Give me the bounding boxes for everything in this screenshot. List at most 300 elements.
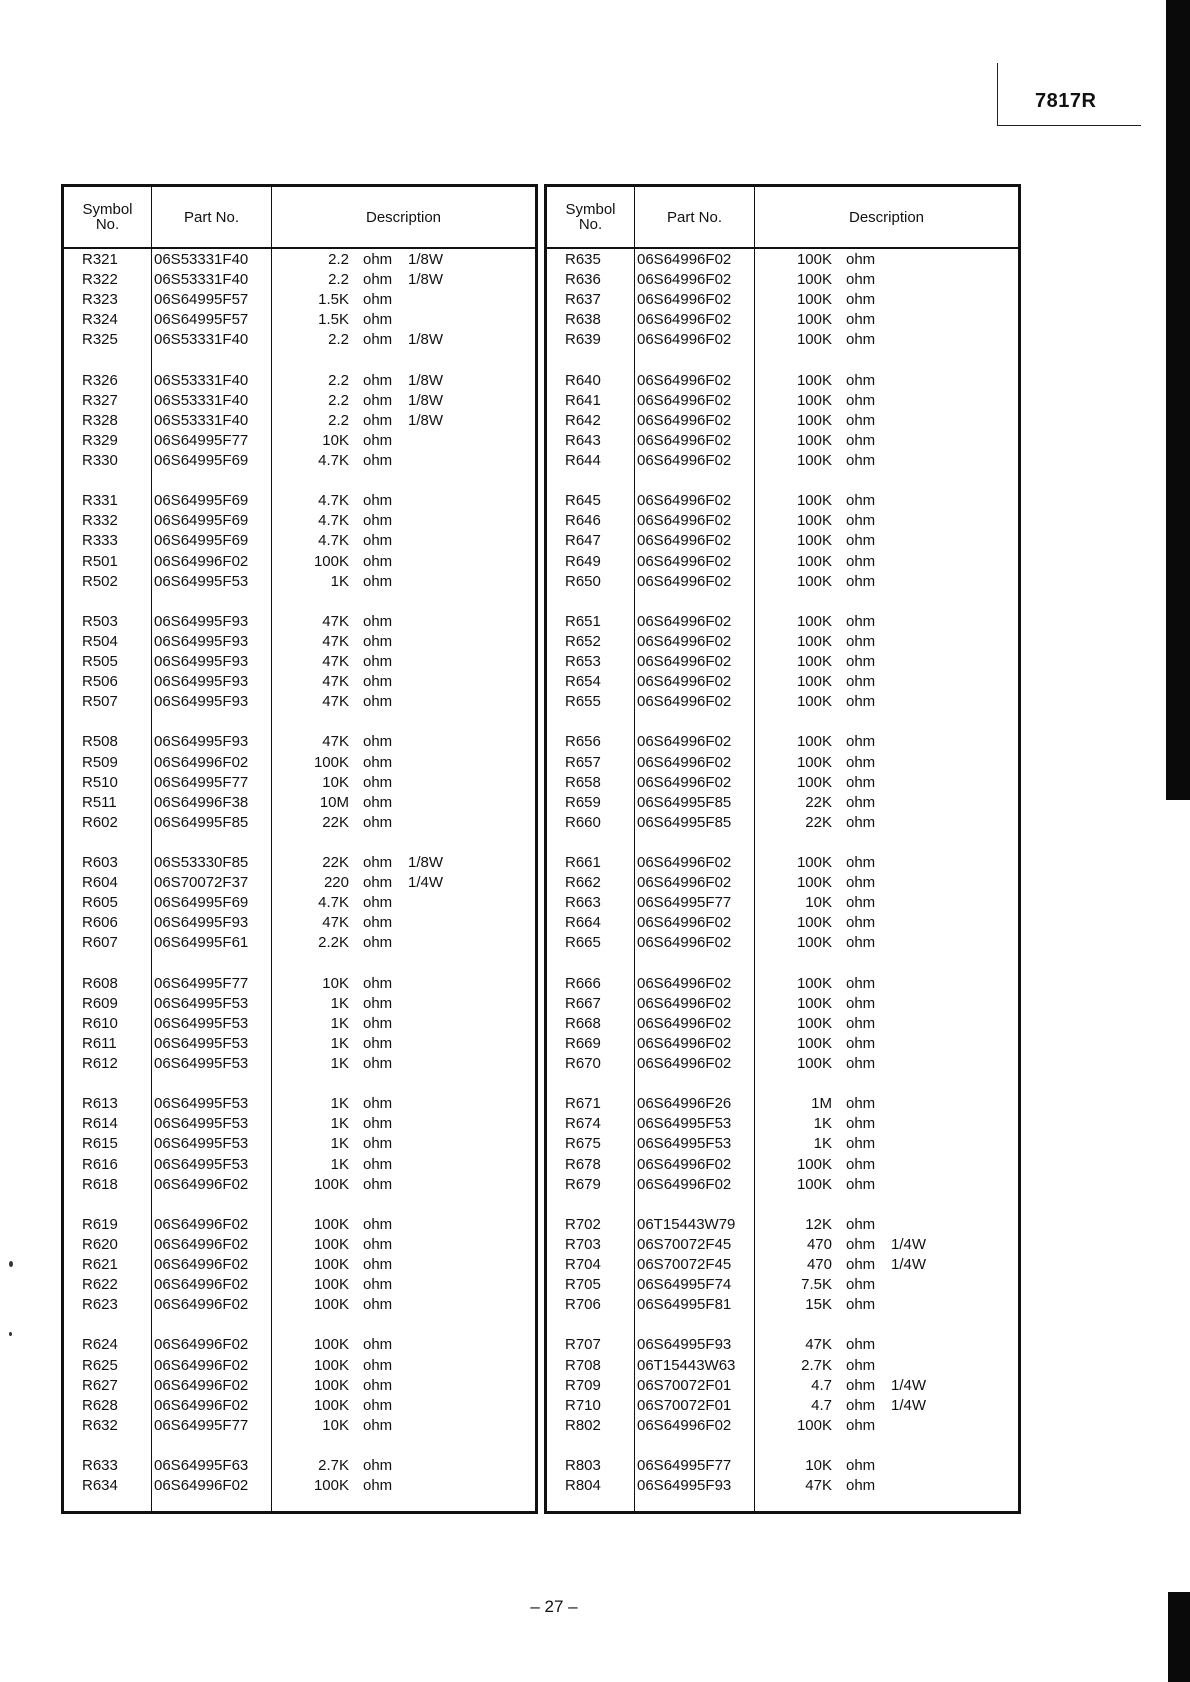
unit: ohm (363, 673, 393, 691)
unit: ohm (846, 934, 876, 952)
resistance-value: 100K (796, 291, 832, 309)
part-no: 06S64996F02 (637, 271, 732, 289)
part-no: 06S53331F40 (154, 271, 249, 289)
part-no: 06S64996F02 (637, 251, 732, 268)
symbol-no: R635 (565, 251, 601, 268)
part-no: 06S64995F93 (154, 693, 249, 711)
part-no: 06S64996F02 (637, 673, 732, 691)
part-no: 06S53331F40 (154, 251, 249, 268)
part-no: 06S64996F02 (637, 854, 732, 871)
unit: ohm (846, 914, 876, 932)
table-row (547, 692, 1018, 712)
table-row (64, 672, 535, 692)
unit: ohm (846, 532, 876, 550)
table-row (547, 1034, 1018, 1054)
unit: ohm (363, 653, 393, 670)
table-row (547, 1114, 1018, 1134)
resistance-value: 2.2 (328, 371, 349, 389)
resistance-value: 100K (796, 1034, 832, 1052)
resistance-value: 100K (313, 1235, 349, 1253)
part-no: 06S70072F37 (154, 874, 249, 892)
symbol-no: R678 (565, 1155, 601, 1173)
wattage: 1/8W (408, 391, 444, 409)
unit: ohm (363, 773, 393, 791)
resistance-value: 2.2 (328, 251, 349, 268)
unit: ohm (363, 1095, 393, 1113)
part-no: 06S64996F02 (637, 653, 732, 670)
unit: ohm (846, 874, 876, 892)
part-no: 06S64995F93 (637, 1336, 732, 1354)
resistance-value: 2.2K (318, 934, 349, 952)
unit: ohm (846, 733, 876, 751)
part-no: 06S64995F57 (154, 291, 249, 309)
resistance-value: 100K (796, 452, 832, 469)
table-row (547, 994, 1018, 1014)
resistance-value: 47K (322, 673, 349, 691)
unit: ohm (846, 1055, 876, 1072)
table-row (547, 511, 1018, 531)
unit: ohm (846, 431, 876, 449)
unit: ohm (363, 1115, 393, 1133)
resistance-value: 100K (796, 914, 832, 932)
symbol-no: R323 (82, 291, 118, 309)
symbol-no: R636 (565, 271, 601, 289)
part-no: 06S64995F85 (637, 813, 732, 831)
resistance-value: 22K (322, 854, 349, 871)
resistance-value: 10K (322, 431, 349, 449)
table-row (64, 692, 535, 712)
table-row (547, 330, 1018, 350)
unit: ohm (363, 1477, 393, 1495)
unit: ohm (846, 371, 876, 389)
unit: ohm (363, 1055, 393, 1072)
resistance-value: 220 (323, 874, 349, 892)
unit: ohm (846, 512, 876, 530)
header-divider (64, 247, 535, 249)
part-no: 06S64995F93 (154, 914, 249, 932)
symbol-no: R703 (565, 1235, 601, 1253)
unit: ohm (363, 1215, 393, 1233)
table-row (547, 1476, 1018, 1496)
symbol-no: R658 (565, 773, 601, 791)
symbol-no: R607 (82, 934, 118, 952)
part-no: 06T15443W79 (637, 1215, 736, 1233)
unit: ohm (363, 733, 393, 751)
unit: ohm (846, 1175, 876, 1193)
resistance-value: 10M (319, 793, 349, 811)
symbol-no: R803 (565, 1457, 601, 1474)
part-no: 06S64995F53 (154, 994, 249, 1012)
unit: ohm (363, 512, 393, 530)
part-no: 06T15443W63 (637, 1356, 736, 1374)
resistance-value: 100K (313, 1396, 349, 1414)
table-row (547, 1335, 1018, 1355)
table-row (547, 853, 1018, 873)
resistance-value: 100K (796, 693, 832, 711)
symbol-no: R661 (565, 854, 601, 871)
symbol-no: R674 (565, 1115, 601, 1133)
symbol-no: R627 (82, 1376, 118, 1394)
part-no: 06S64996F02 (154, 1175, 249, 1193)
resistance-value: 100K (796, 994, 832, 1012)
resistance-value: 100K (796, 512, 832, 530)
unit: ohm (363, 934, 393, 952)
part-no: 06S64996F02 (154, 1477, 249, 1495)
unit: ohm (846, 572, 876, 590)
part-no: 06S64996F02 (637, 1416, 732, 1434)
resistance-value: 4.7 (811, 1396, 832, 1414)
table-row (547, 1356, 1018, 1376)
resistance-value: 100K (796, 271, 832, 289)
resistance-value: 100K (796, 492, 832, 510)
table-row (547, 1215, 1018, 1235)
resistance-value: 47K (805, 1336, 832, 1354)
symbol-no: R624 (82, 1336, 118, 1354)
unit: ohm (846, 552, 876, 570)
symbol-no: R628 (82, 1396, 118, 1414)
part-no: 06S64995F93 (154, 612, 249, 630)
resistance-value: 100K (313, 1276, 349, 1294)
unit: ohm (363, 1235, 393, 1253)
part-no: 06S64995F93 (154, 632, 249, 650)
unit: ohm (363, 492, 393, 510)
unit: ohm (363, 874, 393, 892)
symbol-no: R650 (565, 572, 601, 590)
symbol-no: R669 (565, 1034, 601, 1052)
part-no: 06S64996F02 (637, 532, 732, 550)
resistance-value: 100K (796, 431, 832, 449)
part-no: 06S53331F40 (154, 411, 249, 429)
unit: ohm (363, 1296, 393, 1314)
table-row (64, 552, 535, 572)
page-number: – 27 – (530, 1597, 578, 1616)
part-no: 06S64996F02 (637, 1155, 732, 1173)
table-row (547, 371, 1018, 391)
unit: ohm (846, 311, 876, 329)
wattage: 1/8W (408, 854, 444, 871)
part-no: 06S64995F53 (637, 1135, 732, 1153)
part-no: 06S64995F81 (637, 1296, 732, 1314)
table-row (547, 310, 1018, 330)
unit: ohm (363, 974, 393, 992)
unit: ohm (363, 251, 393, 268)
unit: ohm (846, 693, 876, 711)
part-no: 06S64995F53 (637, 1115, 732, 1133)
symbol-no: R508 (82, 733, 118, 751)
table-row (64, 511, 535, 531)
part-no: 06S53331F40 (154, 331, 249, 349)
table-row (547, 1456, 1018, 1476)
symbol-no: R633 (82, 1457, 118, 1474)
resistance-value: 1.5K (318, 311, 349, 329)
wattage: 1/4W (891, 1376, 927, 1394)
symbol-no: R802 (565, 1416, 601, 1434)
part-no: 06S64996F02 (637, 914, 732, 932)
symbol-no: R509 (82, 753, 118, 771)
part-no: 06S64995F85 (154, 813, 249, 831)
symbol-no: R327 (82, 391, 118, 409)
part-no: 06S64996F02 (154, 1215, 249, 1233)
table-row (547, 270, 1018, 290)
symbol-no: R621 (82, 1256, 118, 1273)
part-no: 06S64996F26 (637, 1095, 732, 1113)
part-no: 06S64995F93 (637, 1477, 732, 1495)
resistance-value: 100K (796, 552, 832, 570)
symbol-no: R638 (565, 311, 601, 329)
unit: ohm (363, 1256, 393, 1273)
resistance-value: 1.5K (318, 291, 349, 309)
symbol-no: R625 (82, 1356, 118, 1374)
table-row (547, 572, 1018, 592)
symbol-no: R702 (565, 1215, 601, 1233)
symbol-no: R662 (565, 874, 601, 892)
symbol-no: R504 (82, 632, 118, 650)
unit: ohm (846, 492, 876, 510)
unit: ohm (846, 1095, 876, 1113)
part-no: 06S64995F57 (154, 311, 249, 329)
unit: ohm (846, 291, 876, 309)
table-row (64, 572, 535, 592)
table-row (547, 1235, 1018, 1255)
unit: ohm (363, 813, 393, 831)
table-row (547, 1396, 1018, 1416)
table-row (64, 1416, 535, 1436)
part-no: 06S70072F01 (637, 1396, 732, 1414)
symbol-no: R668 (565, 1014, 601, 1032)
unit: ohm (846, 1014, 876, 1032)
unit: ohm (846, 1477, 876, 1495)
unit: ohm (846, 793, 876, 811)
resistance-value: 1K (330, 1014, 349, 1032)
symbol-no: R510 (82, 773, 118, 791)
part-no: 06S64996F02 (637, 291, 732, 309)
table-row (64, 290, 535, 310)
scan-speck (9, 1261, 13, 1267)
table-row (64, 1215, 535, 1235)
part-no: 06S64995F77 (154, 773, 249, 791)
unit: ohm (363, 1396, 393, 1414)
resistance-value: 4.7K (318, 512, 349, 530)
symbol-no: R659 (565, 793, 601, 811)
resistance-value: 10K (322, 974, 349, 992)
table-row (64, 1034, 535, 1054)
table-row (547, 672, 1018, 692)
resistance-value: 100K (796, 974, 832, 992)
unit: ohm (846, 271, 876, 289)
symbol-no: R501 (82, 552, 118, 570)
unit: ohm (846, 894, 876, 912)
symbol-no: R642 (565, 411, 601, 429)
symbol-no: R655 (565, 693, 601, 711)
resistance-value: 470 (806, 1256, 832, 1273)
unit: ohm (846, 1296, 876, 1314)
part-no-header: Part No. (183, 208, 240, 226)
table-row (547, 431, 1018, 451)
symbol-no: R637 (565, 291, 601, 309)
resistance-value: 100K (796, 532, 832, 550)
table-row (64, 753, 535, 773)
symbol-no: R663 (565, 894, 601, 912)
table-row (64, 451, 535, 471)
resistance-value: 2.2 (328, 271, 349, 289)
resistance-value: 2.2 (328, 391, 349, 409)
table-row (547, 652, 1018, 672)
table-row (64, 1054, 535, 1074)
part-no: 06S64996F02 (637, 452, 732, 469)
part-no: 06S64995F77 (154, 431, 249, 449)
resistance-value: 100K (796, 331, 832, 349)
resistance-value: 100K (796, 612, 832, 630)
unit: ohm (363, 1034, 393, 1052)
unit: ohm (363, 854, 393, 871)
table-row (547, 732, 1018, 752)
symbol-no: R604 (82, 874, 118, 892)
resistance-value: 100K (796, 673, 832, 691)
symbol-no: R705 (565, 1276, 601, 1294)
unit: ohm (363, 1457, 393, 1474)
part-no: 06S53331F40 (154, 371, 249, 389)
resistance-value: 47K (322, 914, 349, 932)
symbol-no: R502 (82, 572, 118, 590)
symbol-no: R326 (82, 371, 118, 389)
unit: ohm (363, 311, 393, 329)
unit: ohm (846, 632, 876, 650)
table-row (64, 270, 535, 290)
part-no: 06S64995F53 (154, 1135, 249, 1153)
symbol-no: R679 (565, 1175, 601, 1193)
table-row (64, 1175, 535, 1195)
table-row (547, 250, 1018, 270)
part-no: 06S64996F02 (637, 512, 732, 530)
wattage: 1/8W (408, 251, 444, 268)
unit: ohm (846, 1356, 876, 1374)
symbol-no: R616 (82, 1155, 118, 1173)
table-row (64, 853, 535, 873)
table-row (547, 391, 1018, 411)
part-no: 06S64996F02 (637, 492, 732, 510)
resistance-value: 47K (322, 612, 349, 630)
unit: ohm (846, 411, 876, 429)
table-row (64, 1255, 535, 1275)
resistance-value: 100K (796, 251, 832, 268)
unit: ohm (846, 813, 876, 831)
resistance-value: 4.7K (318, 894, 349, 912)
part-no: 06S64996F02 (154, 1276, 249, 1294)
table-row (547, 913, 1018, 933)
symbol-no: R505 (82, 653, 118, 670)
part-no: 06S64995F93 (154, 733, 249, 751)
table-row (547, 1014, 1018, 1034)
part-no: 06S64995F93 (154, 653, 249, 670)
symbol-no: R651 (565, 612, 601, 630)
resistance-value: 1K (330, 572, 349, 590)
unit: ohm (363, 572, 393, 590)
resistance-value: 47K (322, 653, 349, 670)
resistance-value: 100K (796, 311, 832, 329)
unit: ohm (363, 994, 393, 1012)
part-no: 06S64995F77 (154, 1416, 249, 1434)
part-no: 06S64996F02 (637, 733, 732, 751)
part-no: 06S64996F02 (637, 874, 732, 892)
resistance-value: 100K (313, 1296, 349, 1314)
wattage: 1/8W (408, 331, 444, 349)
symbol-no: R609 (82, 994, 118, 1012)
table-row (547, 632, 1018, 652)
unit: ohm (846, 773, 876, 791)
table-row (64, 1275, 535, 1295)
symbol-no: R649 (565, 552, 601, 570)
part-no: 06S64996F02 (154, 552, 249, 570)
resistance-value: 1K (330, 1055, 349, 1072)
unit: ohm (846, 974, 876, 992)
resistance-value: 100K (313, 1215, 349, 1233)
resistance-value: 4.7 (811, 1376, 832, 1394)
table-row (64, 632, 535, 652)
table-row (547, 411, 1018, 431)
part-no: 06S64995F77 (154, 974, 249, 992)
symbol-no: R632 (82, 1416, 118, 1434)
resistance-value: 100K (313, 1336, 349, 1354)
table-row (64, 371, 535, 391)
wattage: 1/8W (408, 271, 444, 289)
resistance-value: 10K (805, 1457, 832, 1474)
resistance-value: 1K (330, 994, 349, 1012)
part-no: 06S64996F02 (637, 552, 732, 570)
table-row (547, 893, 1018, 913)
part-no: 06S64995F69 (154, 492, 249, 510)
table-row (64, 652, 535, 672)
table-row (547, 974, 1018, 994)
symbol-no: R706 (565, 1296, 601, 1314)
unit: ohm (846, 653, 876, 670)
table-row (64, 1456, 535, 1476)
table-row (547, 1054, 1018, 1074)
part-no: 06S64995F53 (154, 1115, 249, 1133)
resistance-value: 22K (805, 793, 832, 811)
table-row (64, 411, 535, 431)
unit: ohm (363, 271, 393, 289)
symbol-no: R675 (565, 1135, 601, 1153)
symbol-no-header: Symbol No. (565, 201, 616, 233)
part-no: 06S64996F02 (637, 974, 732, 992)
resistance-value: 4.7K (318, 452, 349, 469)
symbol-no: R615 (82, 1135, 118, 1153)
symbol-no: R507 (82, 693, 118, 711)
resistance-value: 100K (796, 1014, 832, 1032)
symbol-no: R639 (565, 331, 601, 349)
symbol-no: R652 (565, 632, 601, 650)
part-no: 06S64996F02 (637, 1055, 732, 1072)
resistance-value: 100K (313, 1376, 349, 1394)
table-row (64, 1155, 535, 1175)
unit: ohm (363, 632, 393, 650)
part-no: 06S70072F45 (637, 1235, 732, 1253)
resistance-value: 47K (322, 632, 349, 650)
symbol-no: R656 (565, 733, 601, 751)
part-no: 06S64996F02 (637, 773, 732, 791)
part-no: 06S64996F02 (154, 753, 249, 771)
wattage: 1/4W (891, 1256, 927, 1273)
resistance-value: 1K (330, 1135, 349, 1153)
resistance-value: 1K (330, 1115, 349, 1133)
unit: ohm (846, 753, 876, 771)
symbol-no: R645 (565, 492, 601, 510)
part-no: 06S70072F45 (637, 1256, 732, 1273)
unit: ohm (846, 452, 876, 469)
table-row (64, 1235, 535, 1255)
resistance-value: 100K (313, 1256, 349, 1273)
wattage: 1/4W (891, 1396, 927, 1414)
